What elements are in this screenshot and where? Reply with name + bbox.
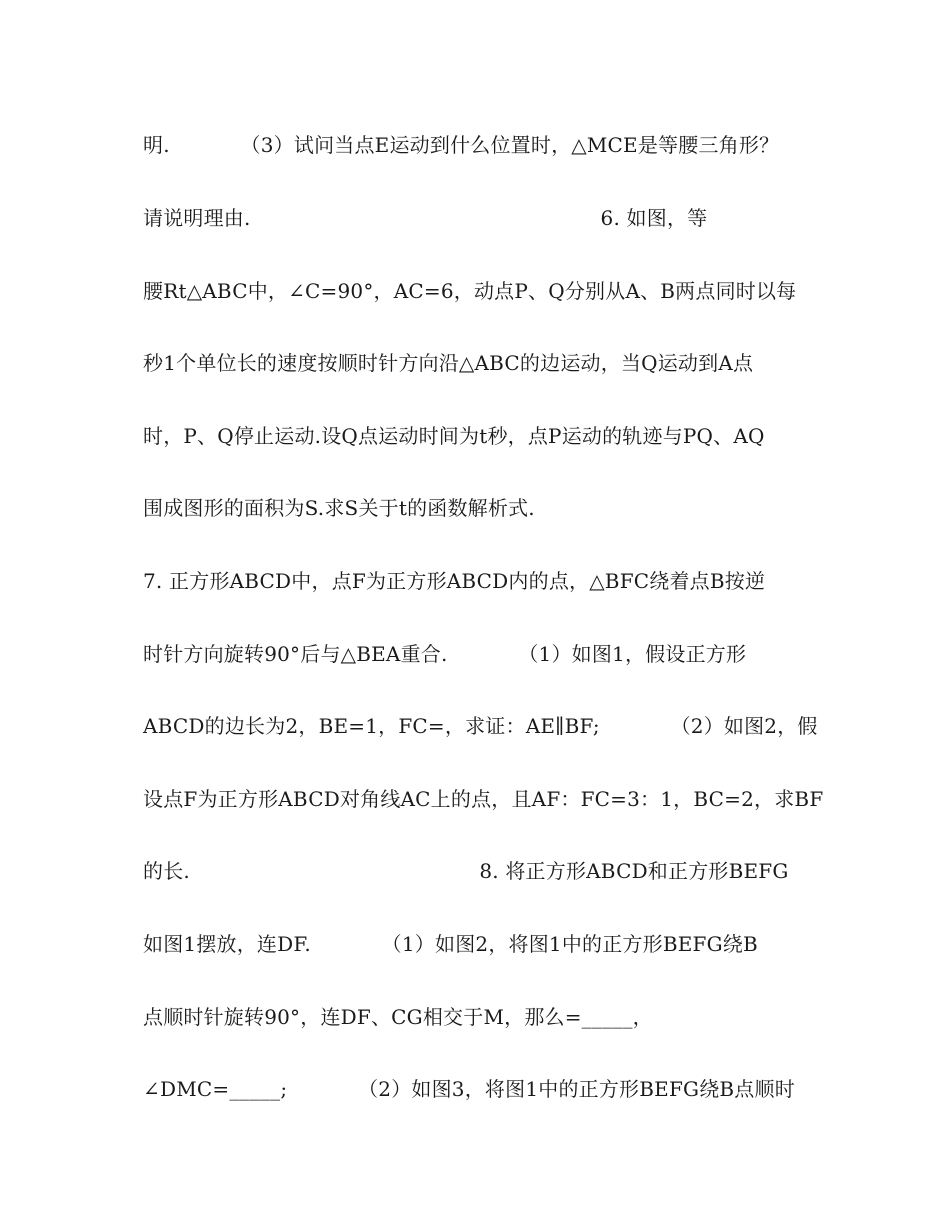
text-line: 点顺时针旋转90°，连DF、CG相交于M，那么=_____， [143,1005,653,1029]
text-line: 请说明理由. 6. 如图，等 [143,206,708,230]
text-line: 7. 正方形ABCD中，点F为正方形ABCD内的点，△BFC绕着点B按逆 [143,569,766,593]
text-line: 时针方向旋转90°后与△BEA重合. （1）如图1，假设正方形 [143,642,747,666]
text-line: 明. （3）试问当点E运动到什么位置时，△MCE是等腰三角形？ [143,133,780,157]
text-line: 的长. 8. 将正方形ABCD和正方形BEFG [143,859,789,883]
text-line: 时，P、Q停止运动.设Q点运动时间为t秒，点P运动的轨迹与PQ、AQ [143,424,765,448]
text-line: ∠DMC=_____; （2）如图3，将图1中的正方形BEFG绕B点顺时 [143,1077,795,1101]
text-line: 如图1摆放，连DF. （1）如图2，将图1中的正方形BEFG绕B [143,932,758,956]
text-line: 设点F为正方形ABCD对角线AC上的点，且AF：FC=3：1，BC=2，求BF [143,787,824,811]
text-line: 秒1个单位长的速度按顺时针方向沿△ABC的边运动，当Q运动到A点 [143,351,754,375]
text-line: ABCD的边长为2，BE=1，FC=，求证：AE∥BF; （2）如图2，假 [143,714,818,738]
text-line: 腰Rt△ABC中，∠C=90°，AC=6，动点P、Q分别从A、B两点同时以每 [143,279,797,303]
text-line: 围成图形的面积为S.求S关于t的函数解析式. [143,496,535,520]
